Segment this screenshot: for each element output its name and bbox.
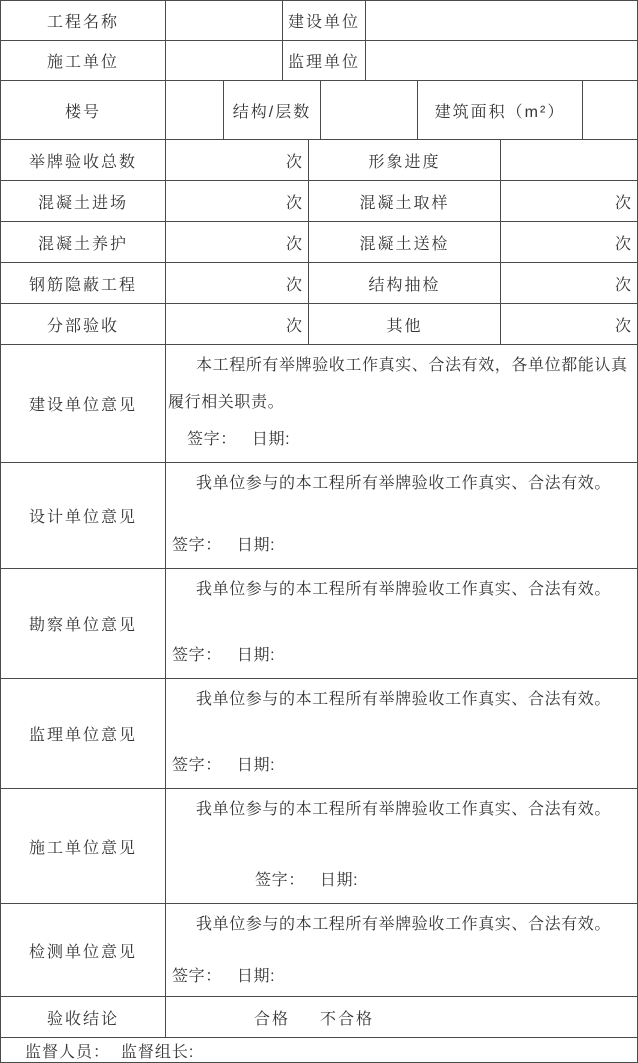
signature-date-line: 签字： 日期:	[255, 872, 359, 889]
opinion-text-line2	[168, 938, 635, 964]
signature-date-line: 签字： 日期:	[187, 431, 291, 448]
concrete-curing-value[interactable]: 次	[166, 222, 309, 262]
table-row	[1, 222, 637, 263]
design-opinion-body[interactable]	[166, 463, 637, 568]
project-name-label: 工程名称	[1, 1, 166, 40]
table-row	[1, 263, 637, 304]
table-row	[1, 1038, 637, 1062]
other-value[interactable]: 次	[614, 317, 632, 335]
concrete-sampling-value[interactable]: 次	[614, 194, 632, 212]
concrete-arrival-value[interactable]: 次	[166, 181, 309, 221]
owner-opinion-body[interactable]	[166, 345, 637, 462]
conclusion-fail-option[interactable]: 不合格	[320, 1010, 375, 1028]
supervisor-opinion-label: 监理单位意见	[1, 679, 166, 788]
table-row	[1, 81, 637, 140]
opinion-text-line1: 我单位参与的本工程所有举牌验收工作真实、合法有效。	[196, 581, 612, 598]
survey-opinion-label: 勘察单位意见	[1, 569, 166, 678]
table-row	[1, 463, 637, 569]
supervisor-personnel-line[interactable]: 监督人员： 监督组长:	[25, 1043, 195, 1061]
project-name-value[interactable]	[166, 1, 283, 40]
signature-date-line: 签字： 日期:	[172, 647, 276, 664]
concrete-sampling-label: 混凝土取样	[309, 181, 501, 221]
contractor-value[interactable]	[166, 41, 283, 80]
concrete-inspection-label: 混凝土送检	[309, 222, 501, 262]
opinion-text-line2: 履行相关职责。	[168, 394, 285, 411]
building-number-label: 楼号	[1, 81, 166, 139]
owner-opinion-label: 建设单位意见	[1, 345, 166, 462]
table-row	[1, 569, 637, 679]
contractor-opinion-body[interactable]	[166, 789, 637, 903]
construction-owner-value[interactable]	[366, 1, 637, 40]
structure-spot-check-value[interactable]: 次	[614, 276, 632, 294]
table-row	[1, 997, 637, 1038]
acceptance-conclusion-value	[166, 997, 637, 1037]
opinion-text-line1: 我单位参与的本工程所有举牌验收工作真实、合法有效。	[196, 801, 612, 818]
concrete-inspection-value[interactable]: 次	[614, 235, 632, 253]
table-row	[1, 181, 637, 222]
table-row	[1, 789, 637, 904]
opinion-text-line2	[168, 833, 635, 859]
table-row	[1, 904, 637, 997]
contractor-opinion-label: 施工单位意见	[1, 789, 166, 903]
opinion-text-line1: 我单位参与的本工程所有举牌验收工作真实、合法有效。	[196, 916, 612, 933]
opinion-text-line2	[168, 502, 635, 528]
division-acceptance-label: 分部验收	[1, 304, 166, 344]
total-acceptance-count-value[interactable]: 次	[166, 140, 309, 180]
floor-area-value[interactable]	[583, 81, 637, 139]
testing-opinion-label: 检测单位意见	[1, 904, 166, 996]
signature-date-line: 签字： 日期:	[172, 757, 276, 774]
rebar-concealed-work-value[interactable]: 次	[166, 263, 309, 303]
structure-floors-value[interactable]	[321, 81, 418, 139]
rebar-concealed-work-label: 钢筋隐蔽工程	[1, 263, 166, 303]
table-row	[1, 41, 637, 81]
signature-date-line: 签字： 日期:	[172, 968, 276, 985]
floor-area-label: 建筑面积（m²）	[418, 81, 583, 139]
structure-floors-label: 结构/层数	[224, 81, 321, 139]
table-row	[1, 1, 637, 41]
opinion-text-line1: 我单位参与的本工程所有举牌验收工作真实、合法有效。	[196, 691, 612, 708]
building-number-value[interactable]	[166, 81, 224, 139]
concrete-curing-label: 混凝土养护	[1, 222, 166, 262]
opinion-text-line1: 本工程所有举牌验收工作真实、合法有效，各单位都能认真	[196, 357, 628, 374]
testing-opinion-body[interactable]	[166, 904, 637, 996]
supervision-unit-value[interactable]	[366, 41, 637, 80]
table-row	[1, 345, 637, 463]
table-row	[1, 304, 637, 345]
contractor-label: 施工单位	[1, 41, 166, 80]
opinion-text-line2	[168, 720, 635, 746]
table-row	[1, 140, 637, 181]
supervisor-opinion-body[interactable]	[166, 679, 637, 788]
conclusion-pass-option[interactable]: 合格	[254, 1010, 291, 1028]
concrete-arrival-label: 混凝土进场	[1, 181, 166, 221]
signature-date-line: 签字： 日期:	[172, 537, 276, 554]
table-row	[1, 679, 637, 789]
opinion-text-line1: 我单位参与的本工程所有举牌验收工作真实、合法有效。	[196, 475, 612, 492]
design-opinion-label: 设计单位意见	[1, 463, 166, 568]
supervision-unit-label: 监理单位	[283, 41, 366, 80]
construction-owner-label: 建设单位	[283, 1, 366, 40]
other-label: 其他	[309, 304, 501, 344]
opinion-text-line2	[168, 610, 635, 636]
division-acceptance-value[interactable]: 次	[166, 304, 309, 344]
survey-opinion-body[interactable]	[166, 569, 637, 678]
image-progress-value[interactable]	[501, 140, 637, 180]
acceptance-conclusion-label: 验收结论	[1, 997, 166, 1037]
image-progress-label: 形象进度	[309, 140, 501, 180]
total-acceptance-count-label: 举牌验收总数	[1, 140, 166, 180]
structure-spot-check-label: 结构抽检	[309, 263, 501, 303]
